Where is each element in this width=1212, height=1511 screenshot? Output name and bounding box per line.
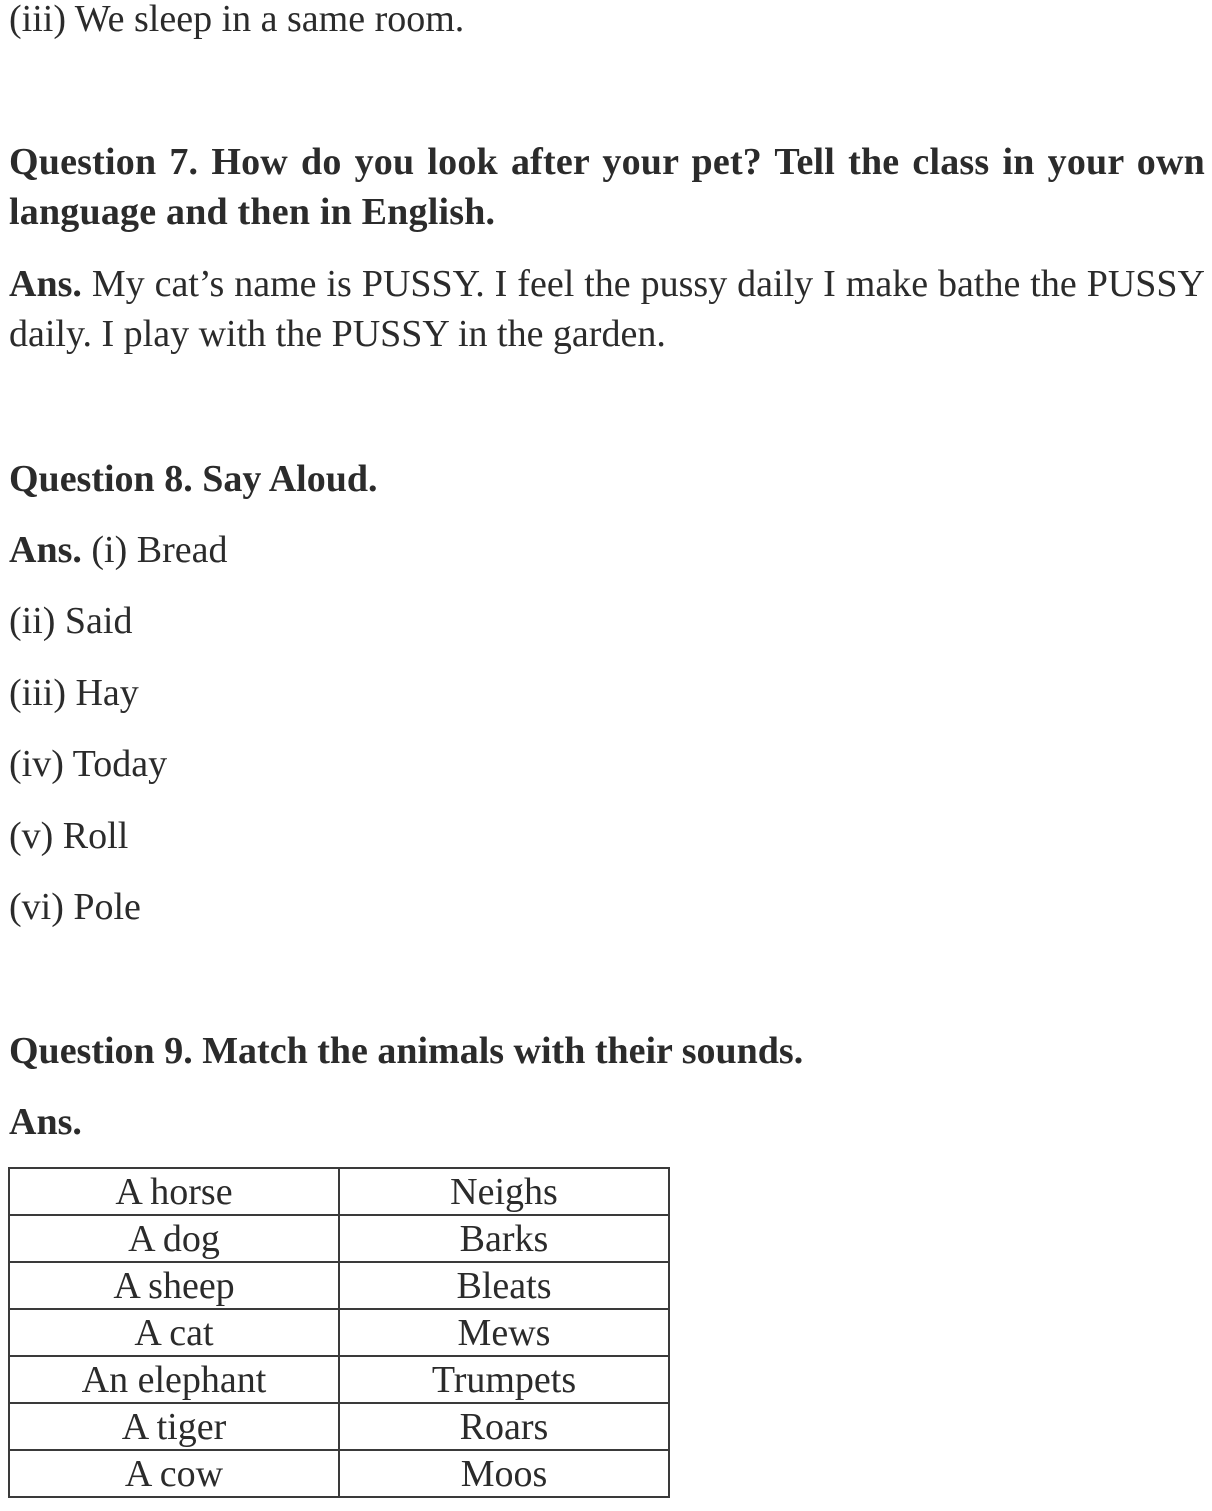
answer-text: My cat’s name is PUSSY. I feel the pussy daily I make bathe the PUSSY daily. I play with the PUSSY in the garden. xyxy=(9,263,1205,355)
sound-cell: Bleats xyxy=(339,1262,669,1309)
table-row xyxy=(9,1215,669,1262)
question-8-answer-item: (ii) Said xyxy=(9,600,133,642)
animal-cell: A cow xyxy=(9,1450,339,1497)
animal-cell: A cat xyxy=(9,1309,339,1356)
question-8-answer-item: (iv) Today xyxy=(9,743,168,785)
question-8-heading: Question 8. Say Aloud. xyxy=(9,458,378,500)
table-row xyxy=(9,1309,669,1356)
table-row xyxy=(9,1450,669,1497)
table-row xyxy=(9,1356,669,1403)
answer-item-text: (i) Bread xyxy=(91,529,228,571)
question-9-answer-label: Ans. xyxy=(9,1101,82,1143)
animal-cell: An elephant xyxy=(9,1356,339,1403)
question-7-answer xyxy=(9,259,1205,359)
animal-cell: A horse xyxy=(9,1168,339,1215)
animal-cell: A tiger xyxy=(9,1403,339,1450)
question-7-heading: Question 7. How do you look after your pet? Tell the class in your own language and then in English. xyxy=(9,141,1205,233)
animal-cell: A sheep xyxy=(9,1262,339,1309)
sound-cell: Moos xyxy=(339,1450,669,1497)
answer-label: Ans. xyxy=(9,263,82,305)
question-8-answer-item xyxy=(9,528,227,572)
table-row xyxy=(9,1168,669,1215)
question-8-answer-item: (iii) Hay xyxy=(9,672,139,714)
question-8-answer-item: (v) Roll xyxy=(9,815,129,857)
table-row xyxy=(9,1403,669,1450)
animal-sounds-table xyxy=(8,1167,670,1498)
sound-cell: Barks xyxy=(339,1215,669,1262)
table-row xyxy=(9,1262,669,1309)
sound-cell: Mews xyxy=(339,1309,669,1356)
animal-cell: A dog xyxy=(9,1215,339,1262)
previous-answer-line: (iii) We sleep in a same room. xyxy=(9,0,465,40)
question-9-heading: Question 9. Match the animals with their sounds. xyxy=(9,1030,804,1072)
sound-cell: Roars xyxy=(339,1403,669,1450)
sound-cell: Trumpets xyxy=(339,1356,669,1403)
question-8-answer-item: (vi) Pole xyxy=(9,886,141,928)
answer-label: Ans. xyxy=(9,529,82,571)
sound-cell: Neighs xyxy=(339,1168,669,1215)
